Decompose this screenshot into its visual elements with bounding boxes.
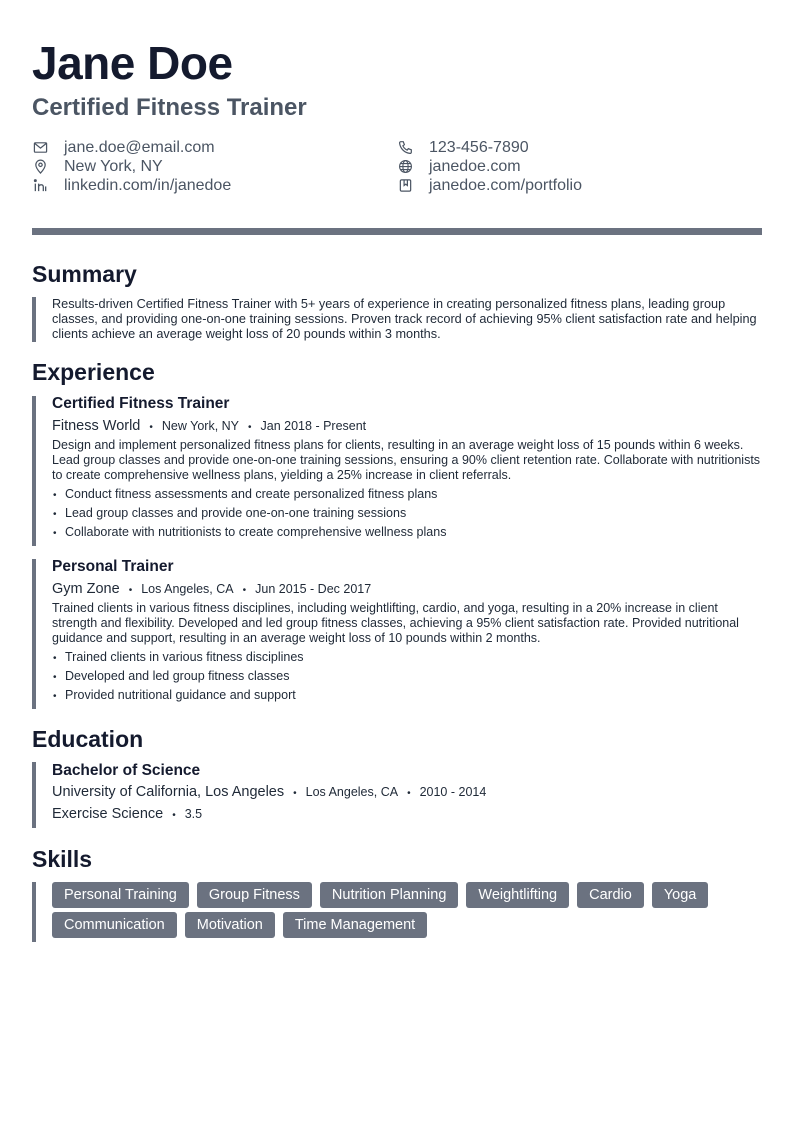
skill-chip: Motivation xyxy=(185,912,275,938)
candidate-name: Jane Doe xyxy=(32,37,233,89)
skill-chip: Group Fitness xyxy=(197,882,312,908)
education-meta xyxy=(52,784,764,806)
summary-heading: Summary xyxy=(32,261,137,287)
education-accent-bar xyxy=(32,762,36,828)
skills-accent-bar xyxy=(32,882,36,942)
skill-chip: Nutrition Planning xyxy=(320,882,458,908)
job-accent-bar xyxy=(32,559,36,709)
list-item: • Collaborate with nutritionists to create comprehensive wellness plans xyxy=(52,525,764,544)
email-text: jane.doe@email.com xyxy=(64,138,215,156)
contact-portfolio[interactable] xyxy=(397,176,582,195)
summary-text: Results-driven Certified Fitness Trainer with 5+ years of experience in creating personalized fitness plans, leading group classes, and providing one-on-one training sessions. Proven track record of achieving 95% client satisfaction rate and helping clients achieve an average weight loss of 20 pounds within 3 months. xyxy=(52,297,757,341)
separator-dot: • xyxy=(128,585,133,596)
experience-heading: Experience xyxy=(32,359,155,385)
skill-chip: Weightlifting xyxy=(466,882,569,908)
candidate-title: Certified Fitness Trainer xyxy=(32,94,307,121)
contact-email[interactable] xyxy=(32,138,215,157)
list-item: • Trained clients in various fitness disciplines xyxy=(52,650,764,669)
job-location: New York, NY xyxy=(161,419,240,433)
globe-icon xyxy=(397,159,413,175)
contact-linkedin[interactable] xyxy=(32,176,231,195)
linkedin-icon xyxy=(32,178,48,194)
job-dates: Jan 2018 - Present xyxy=(260,419,367,433)
job-description: Design and implement personalized fitness plans for clients, resulting in an average weight loss of 15 pounds within 6 weeks. Lead group classes and provide one-on-one training sessions, ensuring a 90% client retention rate. Collaborate with nutritionists to create comprehensive wellness plans, yielding a 25% increase in client referrals. xyxy=(52,438,761,482)
skill-chip: Communication xyxy=(52,912,177,938)
website-text: janedoe.com xyxy=(429,157,521,175)
header-divider xyxy=(32,228,762,235)
job-description: Trained clients in various fitness disciplines, including weightlifting, cardio, and yoga, resulting in a 20% increase in client strength and flexibility. Developed and led group fitness classes, achieving a 95% client satisfaction rate. Provided nutritional guidance and support, resulting in an average weight loss of 10 pounds within 2 months. xyxy=(52,601,739,645)
bookmark-book-icon xyxy=(397,178,413,194)
job-accent-bar xyxy=(32,396,36,546)
skills-section xyxy=(52,882,764,942)
separator-dot: • xyxy=(407,788,411,799)
list-item: • Provided nutritional guidance and support xyxy=(52,688,764,707)
summary-accent-bar xyxy=(32,297,36,342)
gpa-value: 3.5 xyxy=(184,807,203,821)
list-item: • Developed and led group fitness classes xyxy=(52,669,764,688)
job-company: Fitness World xyxy=(52,418,141,434)
phone-text: 123-456-7890 xyxy=(429,138,529,156)
separator-dot: • xyxy=(149,422,153,433)
job-entry xyxy=(52,558,764,707)
job-bullets xyxy=(52,650,764,707)
job-meta xyxy=(52,418,764,436)
skill-chip: Yoga xyxy=(652,882,709,908)
list-item: • Conduct fitness assessments and create personalized fitness plans xyxy=(52,487,764,506)
location-text: New York, NY xyxy=(64,157,163,175)
school-name: University of California, Los Angeles xyxy=(52,784,285,800)
skills-heading: Skills xyxy=(32,846,93,872)
portfolio-text: janedoe.com/portfolio xyxy=(429,176,582,194)
job-title: Certified Fitness Trainer xyxy=(52,395,230,412)
phone-icon xyxy=(397,140,413,156)
list-item: • Lead group classes and provide one-on-one training sessions xyxy=(52,506,764,525)
summary-section xyxy=(52,297,764,342)
skill-chip: Personal Training xyxy=(52,882,189,908)
contact-website[interactable] xyxy=(397,157,521,176)
education-field-line xyxy=(52,806,764,828)
skill-chip: Time Management xyxy=(283,912,427,938)
job-title: Personal Trainer xyxy=(52,558,174,575)
contact-phone[interactable] xyxy=(397,138,529,157)
education-dates: 2010 - 2014 xyxy=(419,785,487,799)
separator-dot: • xyxy=(248,422,252,433)
separator-dot: • xyxy=(293,788,297,799)
job-dates: Jun 2015 - Dec 2017 xyxy=(255,582,372,596)
job-bullets xyxy=(52,487,764,544)
degree-title: Bachelor of Science xyxy=(52,762,201,779)
envelope-icon xyxy=(32,140,48,156)
field-of-study: Exercise Science xyxy=(52,806,164,822)
job-entry xyxy=(52,395,764,544)
job-company: Gym Zone xyxy=(52,581,120,597)
contact-location xyxy=(32,157,163,176)
map-pin-icon xyxy=(32,159,48,175)
linkedin-text: linkedin.com/in/janedoe xyxy=(64,176,232,194)
separator-dot: • xyxy=(242,585,247,596)
skill-chips xyxy=(52,882,764,942)
skill-chip: Cardio xyxy=(577,882,644,908)
job-location: Los Angeles, CA xyxy=(141,582,234,596)
education-entry xyxy=(52,762,764,828)
separator-dot: • xyxy=(172,810,176,821)
education-heading: Education xyxy=(32,726,144,752)
job-meta xyxy=(52,581,764,599)
school-location: Los Angeles, CA xyxy=(305,785,399,799)
